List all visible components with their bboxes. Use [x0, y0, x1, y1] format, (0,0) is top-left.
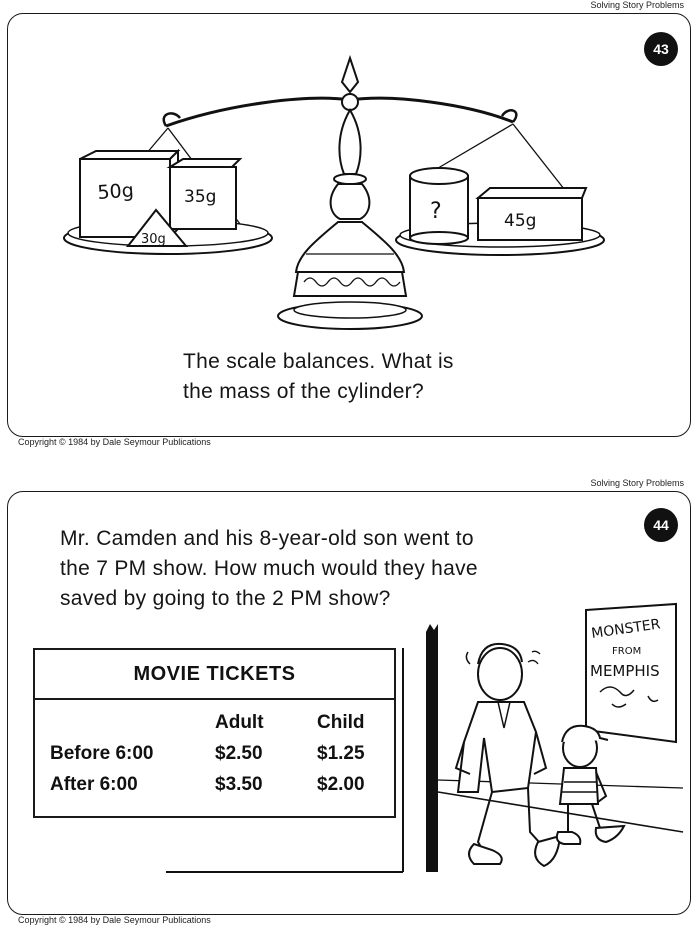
weight-30g-label: 30g — [141, 232, 166, 247]
card-44-copyright: Copyright © 1984 by Dale Seymour Publications — [18, 915, 211, 925]
price-after-adult: $3.50 — [215, 774, 263, 795]
card-44-header: Solving Story Problems — [590, 478, 684, 488]
question-line: saved by going to the 2 PM show? — [60, 587, 391, 610]
movie-tickets-title: MOVIE TICKETS — [35, 650, 394, 700]
balance-scale-illustration — [8, 14, 691, 344]
question-line: Mr. Camden and his 8-year-old son went to — [60, 527, 474, 550]
poster-line-2: FROM — [612, 646, 642, 657]
row-label-after-6: After 6:00 — [50, 774, 138, 795]
row-label-before-6: Before 6:00 — [50, 743, 154, 764]
column-header-adult: Adult — [215, 712, 264, 733]
card-43-number-badge: 43 — [644, 32, 678, 66]
card-43-question — [183, 347, 454, 407]
theater-illustration — [8, 492, 691, 915]
poster-line-1: MONSTER — [590, 616, 662, 642]
column-header-child: Child — [317, 712, 365, 733]
card-44-number-badge: 44 — [644, 508, 678, 542]
price-before-adult: $2.50 — [215, 743, 263, 764]
price-after-child: $2.00 — [317, 774, 365, 795]
price-before-child: $1.25 — [317, 743, 365, 764]
card-44 — [7, 491, 691, 915]
weight-45g-label: 45g — [504, 211, 537, 231]
poster-line-3: MEMPHIS — [590, 662, 660, 680]
cylinder-question-label: ? — [430, 199, 442, 224]
card-43-copyright: Copyright © 1984 by Dale Seymour Publications — [18, 437, 211, 447]
card-43-header: Solving Story Problems — [590, 0, 684, 10]
weight-35g-label: 35g — [184, 187, 217, 207]
question-line: the 7 PM show. How much would they have — [60, 557, 478, 580]
card-43 — [7, 13, 691, 437]
weight-50g-label: 50g — [96, 179, 135, 204]
question-line: The scale balances. What is — [183, 350, 454, 373]
question-line: the mass of the cylinder? — [183, 380, 424, 403]
